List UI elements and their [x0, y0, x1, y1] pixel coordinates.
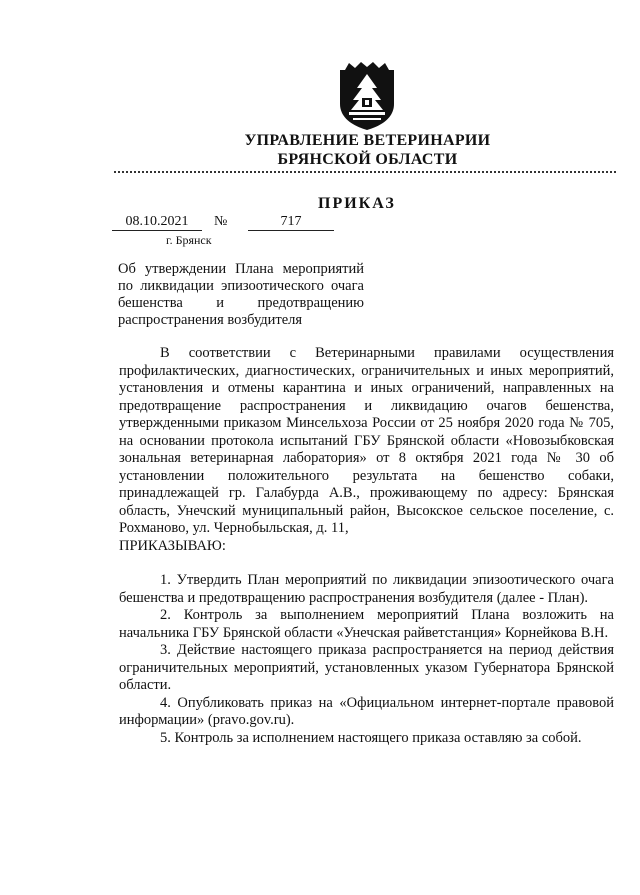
org-name-line2: БРЯНСКОЙ ОБЛАСТИ	[277, 151, 458, 168]
document-number: 717	[248, 214, 334, 231]
document-date: 08.10.2021	[112, 214, 202, 231]
preamble-paragraph: В соответствии с Ветеринарными правилами осуществления профилактических, диагностических, ограничительных и иных мероприятий, установления и отмены карантина и иных ограничений, направленных на предотвращение распространения и ликвидацию очагов бешенства, утвержденными приказом Минсельхоза России от 25 ноября 2020 года № 705, на основании протокола испытаний ГБУ Брянской области «Новозыбковская зональная ветеринарная лаборатория» от 8 октября 2021 года № 30 об установлении положительного результата на бешенство собаки, принадлежащей гр. Галабурда А.В., проживающему по адресу: Брянская область, Унечский муниципальный район, Высокское сельское поселение, с. Рохманово, ул. Чернобыльская, д. 11,	[119, 345, 614, 536]
document-subject: Об утверждении Плана мероприятий по ликвидации эпизоотического очага бешенства и предотвращению распространения возбудителя	[118, 261, 364, 328]
org-name-line1: УПРАВЛЕНИЕ ВЕТЕРИНАРИИ	[244, 132, 491, 149]
decree-word: ПРИКАЗЫВАЮ:	[119, 537, 226, 554]
header-divider	[114, 171, 616, 173]
decree-item: 5. Контроль за исполнением настоящего приказа оставляю за собой.	[160, 729, 582, 746]
number-sign: №	[214, 214, 228, 229]
decree-item: 1. Утвердить План мероприятий по ликвидации эпизоотического очага бешенства и предотвращению распространения возбудителя (далее - План).	[119, 572, 614, 606]
bryansk-coat-of-arms-icon	[337, 60, 397, 132]
document-title: ПРИКАЗ	[318, 195, 396, 212]
decree-items	[119, 572, 614, 747]
document-body	[119, 345, 614, 747]
decree-item: 3. Действие настоящего приказа распространяется на период действия ограничительных мероприятий, установленных указом Губернатора Брянской области.	[119, 642, 614, 693]
decree-item: 4. Опубликовать приказ на «Официальном интернет-портале правовой информации» (pravo.gov.ru).	[119, 694, 614, 728]
document-city: г. Брянск	[166, 233, 212, 247]
decree-item: 2. Контроль за выполнением мероприятий Плана возложить на начальника ГБУ Брянской области «Унечская райветстанция» Корнейкова В.Н.	[119, 607, 614, 641]
